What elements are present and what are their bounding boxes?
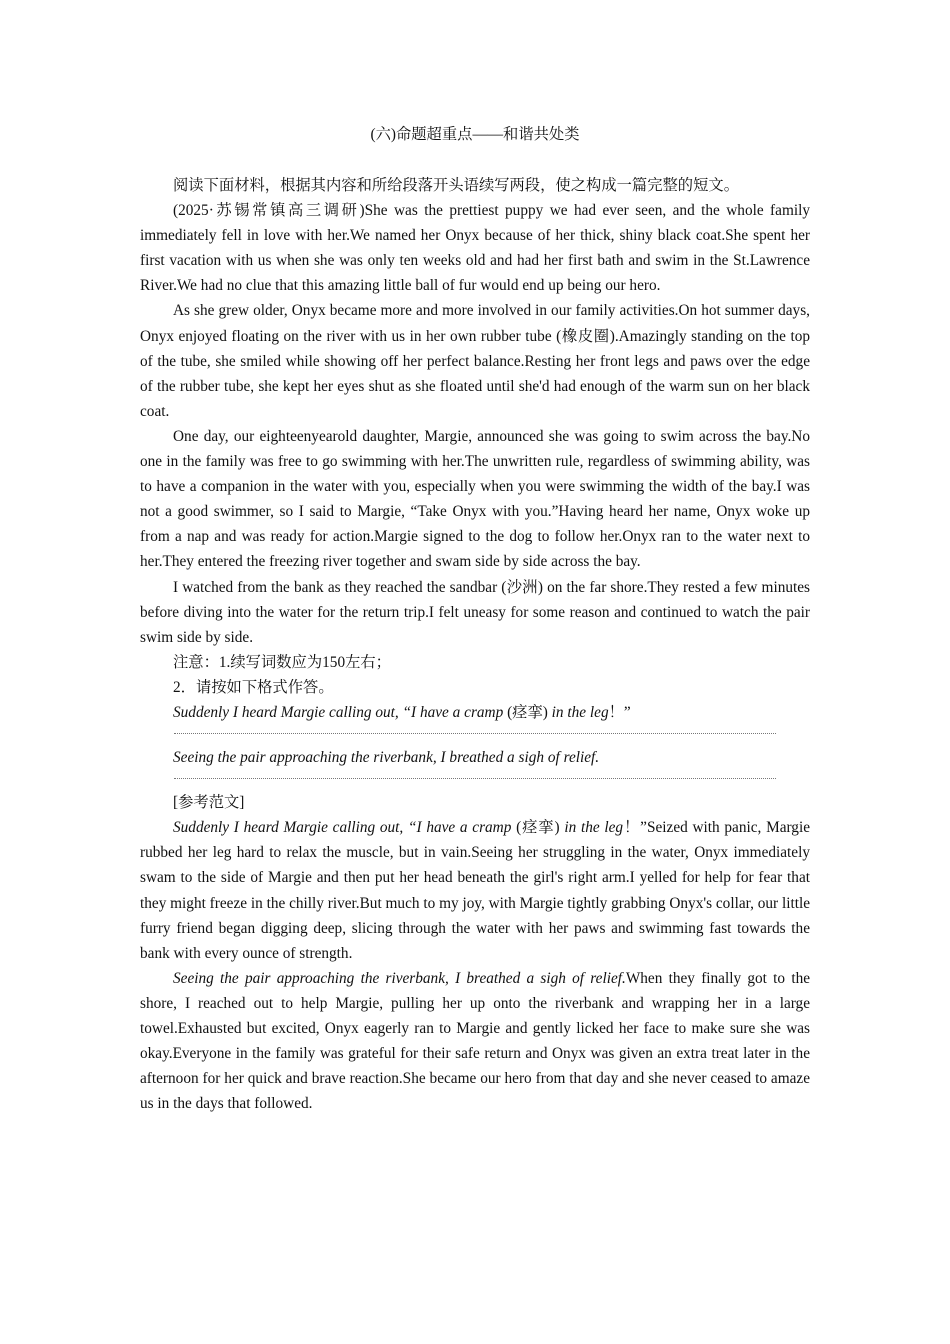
source-label: (2025·苏锡常镇高三调研) xyxy=(173,202,365,220)
sample-paragraph-2: Seeing the pair approaching the riverbank, I breathed a sigh of relief.When they finally got to the shore, I reached out to help Margie, pulling her up onto the riverbank and wrapping her in a large towel.Exhausted but excited, Onyx eagerly ran to Margie and gently licked her face to make sure she was okay.Everyone in the family was grateful for their safe return and Onyx was given an extra treat later in the afternoon for her quick and brave reaction.She became our hero from that day and she never ceased to amaze us in the days that followed. xyxy=(140,969,811,1113)
story-paragraph-3: One day, our eighteenyearold daughter, Margie, announced she was going to swim across the bay.No one in the family was free to go swimming with her.The unwritten rule, regardless of swimming ability, was to have a companion in the water with you, especially when you were swimming the width of the bay.I was not a good swimmer, so I said to Margie, “Take Onyx with you.”Having heard her name, Onyx woke up from a nap and was ready for action.Margie signed to the dog to follow her.Onyx ran to the water next to her.They entered the freezing river together and swam side by side across the bay. xyxy=(140,427,810,571)
story-paragraph-2: As she grew older, Onyx became more and more involved in our family activities.On hot summer days, Onyx enjoyed floating on the river with us in her own rubber tube (橡皮圈).Amazingly standing on the top of the tube, she smiled while showing off her perfect balance.Resting her front legs and paws over the edge of the rubber tube, she kept her eyes shut as she floated until she'd had enough of the warm sun on her black coat. xyxy=(140,302,810,420)
note-word-count: 注意：1.续写词数应为150左右； xyxy=(173,653,391,671)
answer-line-2[interactable] xyxy=(174,778,776,779)
story-paragraph-1 xyxy=(140,198,810,298)
prompt-paragraph-1: Suddenly I heard Margie calling out, “I have a cramp (痉挛) in the leg！” xyxy=(173,703,631,721)
sample-paragraph-1: Suddenly I heard Margie calling out, “I have a cramp (痉挛) in the leg！”Seized with panic, Margie rubbed her leg hard to relax the muscle, but in vain.Seeing her struggling in the water, Onyx immediately swam to the side of Margie and then put her head beneath the girl's right arm.I yelled for help for fear that they might freeze in the chilly river.But much to my joy, with Margie tightly grabbing Onyx's collar, our little furry friend began digging deep, slicing through the water with her paws and swimming fast towards the bank with every ounce of strength. xyxy=(140,819,810,962)
note-format: 2．请按如下格式作答。 xyxy=(173,678,334,696)
prompt-paragraph-2: Seeing the pair approaching the riverbank, I breathed a sigh of relief. xyxy=(173,749,600,767)
document-page xyxy=(140,122,810,1116)
page-title: (六)命题超重点——和谐共处类 xyxy=(370,126,580,143)
story-paragraph-1-text: She was the prettiest puppy we had ever seen, and the whole family immediately fell in love with her.We named her Onyx because of her thick, shiny black coat.She spent her first vacation with us when she was only ten weeks old and had her first bath and swim in the St.Lawrence River.We had no clue that this amazing little ball of fur would end up being our hero. xyxy=(140,202,810,295)
instruction-text: 阅读下面材料，根据其内容和所给段落开头语续写两段，使之构成一篇完整的短文。 xyxy=(173,177,739,194)
answer-line-1[interactable] xyxy=(174,733,776,734)
sample-essay-label: [参考范文] xyxy=(173,794,245,812)
story-paragraph-4: I watched from the bank as they reached the sandbar (沙洲) on the far shore.They rested a few minutes before diving into the water for the return trip.I felt uneasy for some reason and continued to watch the pair swim side by side. xyxy=(140,578,810,646)
